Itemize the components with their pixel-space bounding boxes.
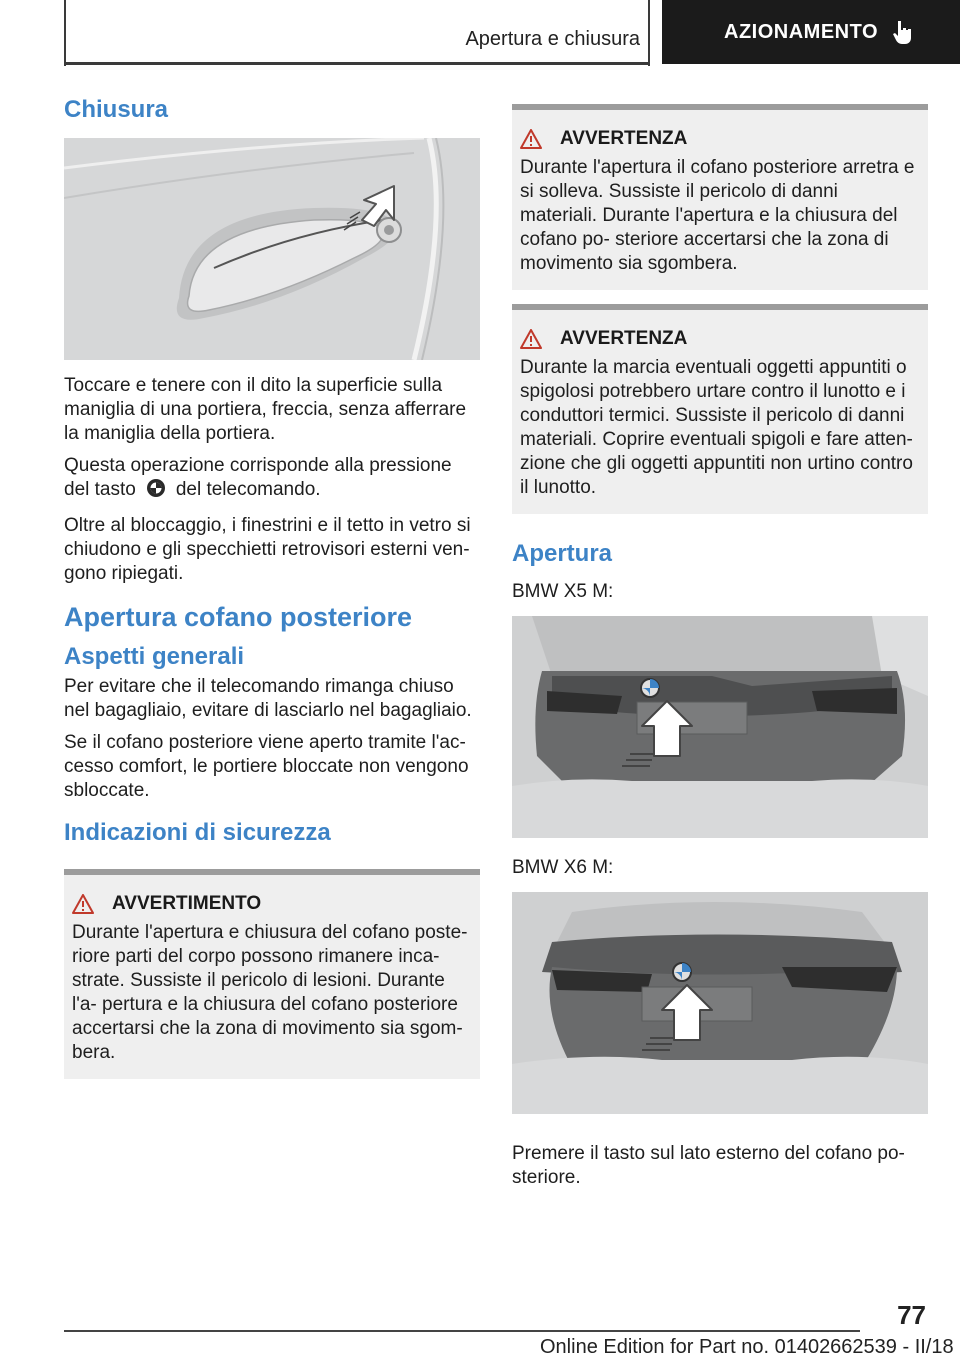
notice-title-row bbox=[520, 128, 920, 150]
x5-tailgate-drawing bbox=[512, 616, 928, 838]
remote-lock-button-icon bbox=[146, 478, 166, 498]
bmw-x6-tailgate-illustration bbox=[512, 892, 928, 1114]
header-section-title: Apertura e chiusura bbox=[465, 28, 640, 50]
notice-text: Durante la marcia eventuali oggetti appuntiti o spigolosi potrebbero urtare contro il lunotto e i conduttori termici. Sussiste il pericolo di danni materiali. Coprire eventuali spigoli e fare atten‐ zione che gli oggetti appuntiti non urtino contro il lunotto. bbox=[520, 357, 913, 498]
notice-title: AVVERTENZA bbox=[560, 328, 688, 349]
header-left-border bbox=[64, 0, 66, 66]
safety-heading: Indicazioni di sicurezza bbox=[64, 819, 331, 846]
chiusura-paragraph-1: Toccare e tenere con il dito la superficie sulla maniglia di una portiera, freccia, senza afferrare la maniglia della portiera. bbox=[64, 375, 467, 444]
notice-text: Durante l'apertura il cofano posteriore arretra e si solleva. Sussiste il pericolo di danni materiali. Durante l'apertura e la chiusura del cofano po‐ steriore accertarsi che la zona di movimento sia sgombera. bbox=[520, 157, 915, 274]
footer-rule bbox=[64, 1330, 860, 1332]
general-aspects-heading: Aspetti generali bbox=[64, 643, 245, 670]
header-chapter-tab bbox=[662, 0, 960, 64]
door-handle-drawing bbox=[64, 138, 480, 360]
left-column bbox=[64, 96, 480, 1079]
general-paragraph-2: Se il cofano posteriore viene aperto tramite l'ac‐ cesso comfort, le portiere bloccate non vengono sbloccate. bbox=[64, 732, 469, 801]
header-rule bbox=[64, 62, 650, 65]
hand-pointer-icon bbox=[892, 19, 914, 45]
bmw-x5-tailgate-illustration bbox=[512, 616, 928, 838]
x6-label: BMW X6 M: bbox=[512, 857, 614, 878]
warning-text: Durante l'apertura e chiusura del cofano poste‐ riore parti del corpo possono rimanere inca‐ strate. Sussiste il pericolo di lesioni. Durante l'a‐ pertura e la chiusura del cofano posteriore accertarsi che la zona di movimento sia sgom‐ bera. bbox=[72, 922, 468, 1063]
tailgate-opening-heading: Apertura cofano posteriore bbox=[64, 602, 413, 632]
chiusura-paragraph-2-start: Questa operazione corrisponde alla pressione del tasto bbox=[64, 455, 452, 500]
warning-triangle-icon bbox=[520, 129, 542, 149]
apertura-heading: Apertura bbox=[512, 540, 613, 567]
door-handle-illustration bbox=[64, 138, 480, 360]
footer-edition-text: Online Edition for Part no. 01402662539 - II/18 bbox=[540, 1336, 954, 1358]
chiusura-heading: Chiusura bbox=[64, 96, 169, 123]
warning-triangle-icon bbox=[520, 329, 542, 349]
notice-box-tailgate-movement bbox=[512, 104, 928, 290]
apertura-instruction: Premere il tasto sul lato esterno del cofano po‐ steriore. bbox=[512, 1143, 905, 1188]
notice-title: AVVERTENZA bbox=[560, 128, 688, 149]
x6-tailgate-drawing bbox=[512, 892, 928, 1114]
chiusura-paragraph-2-end: del telecomando. bbox=[175, 479, 321, 500]
header-divider bbox=[648, 0, 650, 66]
page-number: 77 bbox=[897, 1300, 926, 1330]
notice-box-rear-window bbox=[512, 304, 928, 514]
chiusura-paragraph-2 bbox=[64, 454, 480, 502]
header-chapter-label: AZIONAMENTO bbox=[724, 20, 879, 43]
right-column bbox=[512, 104, 928, 1198]
warning-triangle-icon bbox=[72, 894, 94, 914]
notice-title-row bbox=[520, 328, 920, 350]
x5-label: BMW X5 M: bbox=[512, 581, 614, 602]
warning-box-injury bbox=[64, 869, 480, 1079]
warning-title: AVVERTIMENTO bbox=[112, 893, 262, 914]
warning-title-row bbox=[72, 893, 472, 915]
chiusura-paragraph-3: Oltre al bloccaggio, i finestrini e il tetto in vetro si chiudono e gli specchietti retrovisori esterni ven‐ gono ripiegati. bbox=[64, 515, 471, 584]
general-paragraph-1: Per evitare che il telecomando rimanga chiuso nel bagagliaio, evitare di lasciarlo nel bagagliaio. bbox=[64, 676, 472, 721]
